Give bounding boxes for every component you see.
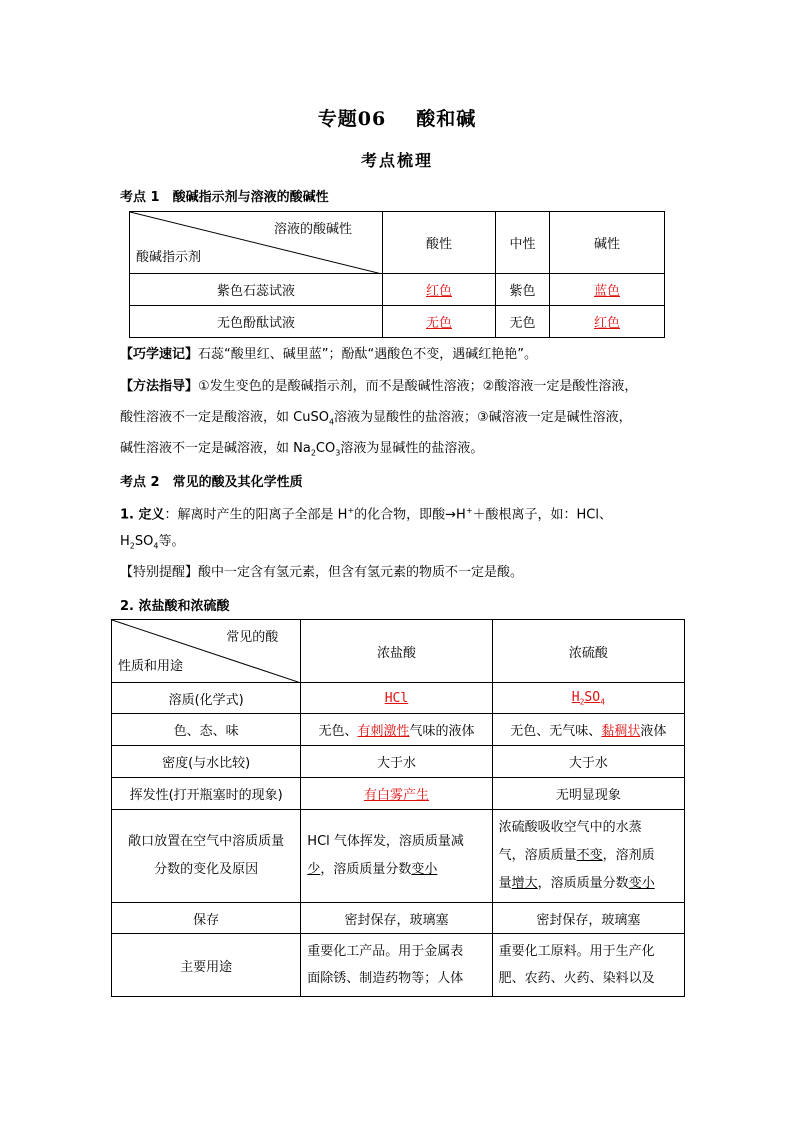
method-line-2 <box>120 408 632 433</box>
method-text-3b: 溶液为显碱性的盐溶液。 <box>340 441 484 456</box>
cell <box>492 714 684 746</box>
tip-label: 【巧学速记】 <box>120 347 199 362</box>
definition-sup: + <box>465 506 473 515</box>
formula-sub: 4 <box>600 697 605 707</box>
cell-answer: 变小 <box>628 876 655 891</box>
cell-text: 量 <box>498 876 512 891</box>
cell-text: ，溶质质量分数 <box>320 862 412 877</box>
table-row <box>130 274 665 306</box>
cell-text: 液体 <box>640 724 667 739</box>
row-label-line: 分数的变化及原因 <box>154 862 259 877</box>
row-label: 主要用途 <box>112 934 301 997</box>
tip-text: 石蕊“酸里红、碱里蓝”；酚酞“遇酸色不变，遇碱红艳艳”。 <box>198 347 537 362</box>
cell <box>301 810 492 903</box>
table-row <box>112 714 685 746</box>
method-text-3a: 碱性溶液不一定是碱溶液，如 Na <box>120 441 311 456</box>
row-name: 紫色石蕊试液 <box>130 274 383 306</box>
acid-table <box>111 619 685 997</box>
section2-heading: 考点 2 常见的酸及其化学性质 <box>120 475 303 490</box>
row-label <box>112 810 301 903</box>
definition-text: SO <box>134 534 154 549</box>
header-top: 常见的酸 <box>226 630 279 645</box>
row-base: 蓝色 <box>593 284 620 299</box>
col-base: 碱性 <box>550 212 665 274</box>
table-row <box>112 683 685 714</box>
table-row <box>130 306 665 338</box>
header-bottom: 性质和用途 <box>118 659 184 674</box>
section1-heading: 考点 1 酸碱指示剂与溶液的酸碱性 <box>120 190 329 205</box>
table-row <box>112 810 685 903</box>
definition-sup: + <box>347 506 355 515</box>
page-subtitle: 考点梳理 <box>360 151 433 170</box>
cell-text: 气，溶质质量 <box>498 848 577 863</box>
method-sub: 4 <box>328 417 335 427</box>
remind-text: 酸中一定含有氢元素，但含有氢元素的物质不一定是酸。 <box>198 565 524 580</box>
title-topic: 专题06 <box>317 108 387 130</box>
cell-answer: 有刺激性 <box>357 724 410 739</box>
table-row <box>112 903 685 934</box>
cell-line <box>307 856 485 884</box>
row-label: 挥发性(打开瓶塞时的现象) <box>112 778 301 810</box>
definition-text: ＋酸根离子，如：HCl、 <box>472 507 612 523</box>
row-base: 红色 <box>593 316 620 331</box>
table-row <box>112 934 685 997</box>
row-label: 色、态、味 <box>112 714 301 746</box>
cell-line: 肥、农药、火药、染料以及 <box>498 971 655 986</box>
method-line-1 <box>120 377 637 397</box>
row-neutral: 紫色 <box>496 274 550 306</box>
title-name: 酸和碱 <box>416 108 477 130</box>
subsection-heading: 2. 浓盐酸和浓硫酸 <box>120 599 230 614</box>
definition-sub: 2 <box>129 541 135 551</box>
cell-answer: 不变 <box>576 848 603 863</box>
table-row <box>112 746 685 778</box>
cell-line: 重要化工原料。用于生产化 <box>498 944 655 959</box>
definition-line-2 <box>120 532 184 557</box>
cell-answer: 黏稠状 <box>601 724 641 739</box>
cell: 大于水 <box>301 746 492 778</box>
col-neutral: 中性 <box>496 212 550 274</box>
row-acid: 无色 <box>425 316 452 331</box>
cell-line <box>499 842 678 870</box>
indicator-table-diagonal-header <box>130 212 383 274</box>
definition-text: ：解离时产生的阳离子全部是 H <box>164 507 348 523</box>
row-label: 溶质(化学式) <box>112 683 301 714</box>
cell: 大于水 <box>492 746 684 778</box>
cell: 无明显现象 <box>492 778 684 810</box>
row-label-line: 敞口放置在空气中溶质质量 <box>128 834 285 849</box>
definition-line-1 <box>120 501 612 525</box>
page-title <box>0 104 794 131</box>
method-sub: 2 <box>310 448 316 458</box>
row-acid: 红色 <box>425 284 452 299</box>
cell-text: ，溶质质量分数 <box>537 876 629 891</box>
row-neutral: 无色 <box>496 306 550 338</box>
header-top: 溶液的酸碱性 <box>273 222 352 237</box>
definition-label: 1. 定义 <box>120 507 165 523</box>
cell-answer: 增大 <box>511 876 538 891</box>
cell-answer: 变小 <box>411 862 438 877</box>
row-label: 密度(与水比较) <box>112 746 301 778</box>
definition-text: H <box>120 534 130 549</box>
cell: 密封保存，玻璃塞 <box>492 903 684 934</box>
cell-line: 重要化工产品。用于金属表 <box>307 944 464 959</box>
method-line-3 <box>120 439 483 464</box>
cell <box>492 810 684 903</box>
cell-line: 面除锈、制造药物等；人体 <box>307 971 464 986</box>
method-label: 【方法指导】 <box>120 379 199 394</box>
remind-label: 【特别提醒】 <box>120 565 199 580</box>
cell <box>492 934 684 997</box>
acid-table-diagonal-header <box>112 620 301 683</box>
method-sub: 3 <box>335 448 341 458</box>
table-row <box>112 778 685 810</box>
formula-sub: 2 <box>579 697 585 707</box>
formula-part: H <box>571 689 580 705</box>
definition-sub: 4 <box>153 541 159 551</box>
definition-text: 等。 <box>158 534 185 549</box>
definition-text: 的化合物，即酸→H <box>354 507 466 523</box>
cell-answer: 有白雾产生 <box>363 788 429 803</box>
cell-text: 气味的液体 <box>409 724 475 739</box>
tip-line <box>120 345 537 365</box>
row-label: 保存 <box>112 903 301 934</box>
cell: 密封保存，玻璃塞 <box>301 903 492 934</box>
indicator-table <box>129 211 665 338</box>
cell <box>301 934 492 997</box>
cell-text: ，溶剂质 <box>602 848 655 863</box>
header-bottom: 酸碱指示剂 <box>136 250 202 265</box>
cell-hcl-formula: HCl <box>384 690 409 706</box>
col-h2so4: 浓硫酸 <box>492 620 684 683</box>
cell-h2so4-formula <box>572 690 605 705</box>
cell-line: 浓硫酸吸收空气中的水蒸 <box>498 820 642 835</box>
method-text-2a: 酸性溶液不一定是酸溶液，如 CuSO <box>120 410 329 425</box>
cell-line <box>499 870 678 898</box>
cell-answer: 少 <box>307 862 321 877</box>
remind-line <box>120 563 523 583</box>
col-acid: 酸性 <box>383 212 496 274</box>
cell <box>301 714 492 746</box>
method-text-2b: 溶液为显酸性的盐溶液；③碱溶液一定是碱性溶液， <box>334 410 632 425</box>
method-text-3mid: CO <box>315 441 336 456</box>
cell-line: HCl 气体挥发，溶质质量减 <box>307 834 464 849</box>
formula-part: SO <box>584 689 601 705</box>
row-name: 无色酚酞试液 <box>130 306 383 338</box>
col-hcl: 浓盐酸 <box>301 620 492 683</box>
cell-text: 无色、 <box>318 724 358 739</box>
cell-text: 无色、无气味、 <box>510 724 602 739</box>
method-text-1: ①发生变色的是酸碱指示剂，而不是酸碱性溶液；②酸溶液一定是酸性溶液， <box>198 379 638 394</box>
